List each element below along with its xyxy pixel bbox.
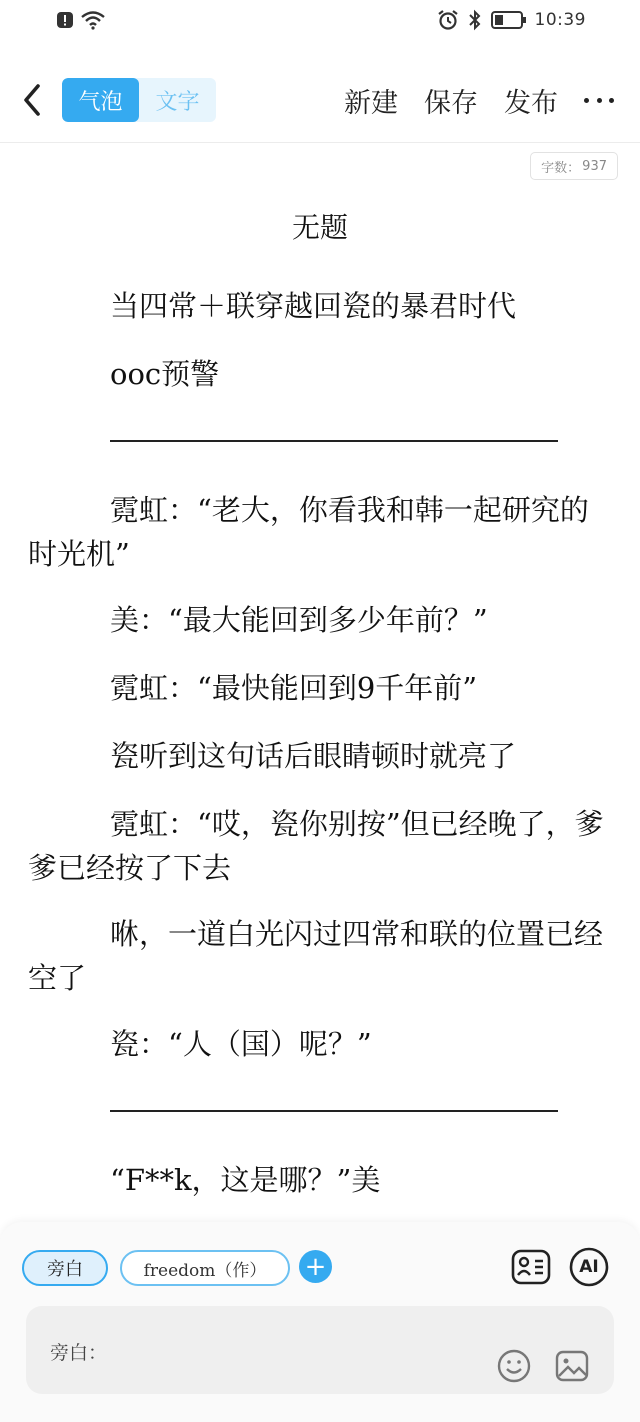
mode-bubble-button[interactable]: 气泡 [62, 78, 139, 122]
toolbar-divider [0, 142, 640, 143]
role-chip[interactable]: freedom（作） [120, 1250, 290, 1286]
paragraph[interactable]: 霓虹：“最快能回到9千年前” [110, 671, 478, 705]
status-bar [0, 0, 640, 44]
document-title[interactable]: 无题 [291, 211, 348, 244]
plus-icon[interactable]: + [299, 1250, 332, 1283]
paragraph[interactable]: 美：“最大能回到多少年前？” [110, 603, 488, 637]
intro-line-1[interactable]: 当四常＋联穿越回瓷的暴君时代 [110, 289, 517, 323]
chevron-left-icon [18, 80, 48, 120]
more-horizontal-icon[interactable] [584, 85, 614, 115]
intro-line-2[interactable]: ooc预警 [110, 357, 220, 391]
narration-chip[interactable]: 旁白 [22, 1250, 108, 1286]
composer-panel [0, 1222, 640, 1422]
word-count-label: 字数： [541, 160, 581, 176]
alarm-icon [437, 9, 459, 31]
contact-card-icon[interactable] [510, 1246, 552, 1288]
paragraph[interactable]: 瓷听到这句话后眼睛顿时就亮了 [110, 739, 517, 773]
input-speaker-label: 旁白： [50, 1342, 108, 1364]
toolbar-actions [344, 78, 614, 122]
status-time: 10:39 [534, 10, 586, 30]
paragraph[interactable]: “F**k，这是哪？”美 [110, 1163, 381, 1197]
mode-toggle [62, 78, 216, 122]
paragraph[interactable]: 瓷：“人（国）呢？” [110, 1027, 372, 1061]
save-button[interactable]: 保存 [424, 87, 478, 119]
image-icon[interactable] [554, 1348, 590, 1384]
status-left [56, 10, 106, 30]
new-button[interactable]: 新建 [344, 87, 398, 119]
status-right [437, 9, 587, 31]
divider-line [110, 440, 558, 442]
ai-button[interactable] [568, 1246, 610, 1288]
back-button[interactable] [18, 80, 48, 120]
battery-icon [491, 10, 527, 30]
mode-text-button[interactable]: 文字 [155, 89, 200, 115]
bluetooth-icon [467, 9, 483, 31]
word-count-badge [530, 152, 618, 180]
top-toolbar [0, 64, 640, 136]
divider-line [110, 1110, 558, 1112]
emoji-icon[interactable] [496, 1348, 532, 1384]
wifi-icon [80, 10, 106, 30]
paragraph[interactable]: 咻，一道白光闪过四常和联的位置已经空了 [28, 917, 604, 995]
publish-button[interactable]: 发布 [504, 87, 558, 119]
alert-icon [56, 11, 74, 29]
paragraph[interactable]: 霓虹：“哎，瓷你别按”但已经晚了，爹爹已经按了下去 [28, 807, 604, 885]
ai-label: AI [579, 1257, 599, 1277]
message-input[interactable] [26, 1306, 614, 1394]
word-count-value: 937 [582, 158, 607, 174]
paragraph[interactable]: 霓虹：“老大，你看我和韩一起研究的时光机” [28, 493, 589, 571]
